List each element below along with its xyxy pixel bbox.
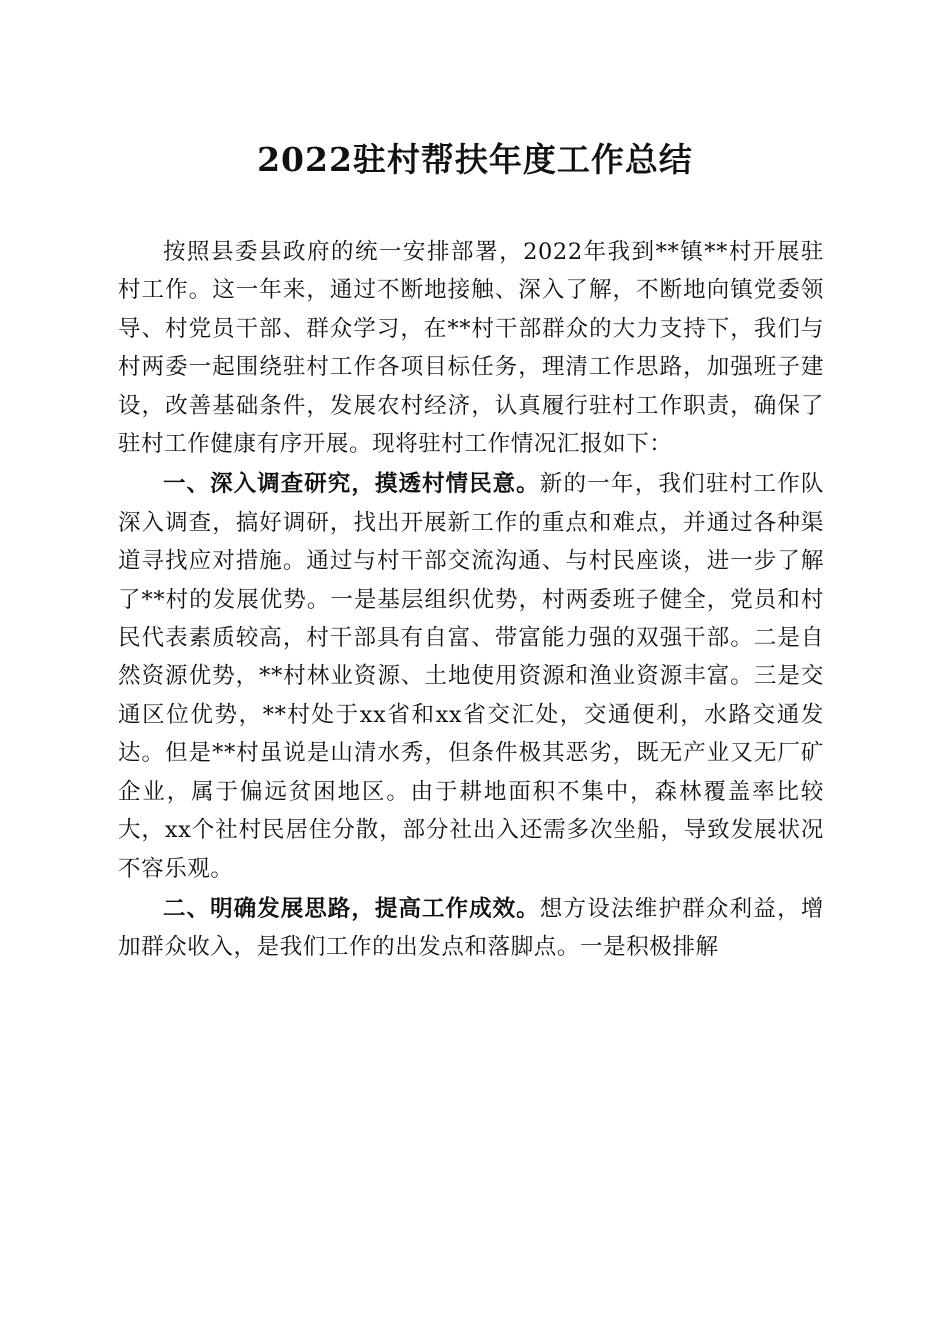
section-paragraph-1 xyxy=(118,465,824,887)
document-body xyxy=(118,233,824,967)
intro-paragraph: 按照县委县政府的统一安排部署，2022年我到**镇**村开展驻村工作。这一年来，通过不断地接触、深入了解，不断地向镇党委领导、村党员干部、群众学习，在**村干部群众的大力支持下，我们与村两委一起围绕驻村工作各项目标任务，理清工作思路，加强班子建设，改善基础条件，发展农村经济，认真履行驻村工作职责，确保了驻村工作健康有序开展。现将驻村工作情况汇报如下： xyxy=(118,239,824,458)
section-heading-1: 一、深入调查研究，摸透村情民意。 xyxy=(163,471,540,498)
document-title: 2022驻村帮扶年度工作总结 xyxy=(257,140,693,179)
section-text-2: 想方设法维护群众利益，增加群众收入，是我们工作的出发点和落脚点。一是积极排解 xyxy=(118,895,825,961)
section-heading-2: 二、明确发展思路，提高工作成效。 xyxy=(163,895,540,922)
section-text-1: 新的一年，我们驻村工作队深入调查，搞好调研，找出开展新工作的重点和难点，并通过各种渠道寻找应对措施。通过与村干部交流沟通、与村民座谈，进一步了解了**村的发展优势。一是基层组织优势，村两委班子健全，党员和村民代表素质较高，村干部具有自富、带富能力强的双强干部。二是自然资源优势，**村林业资源、土地使用资源和渔业资源丰富。三是交通区位优势，**村处于xx省和xx省交汇处，交通便利，水路交通发达。但是**村虽说是山清水秀，但条件极其恶劣，既无产业又无厂矿企业，属于偏远贫困地区。由于耕地面积不集中，森林覆盖率比较大，xx个社村民居住分散，部分社出入还需多次坐船，导致发展状况不容乐观。 xyxy=(118,471,825,882)
section-paragraph-2 xyxy=(118,890,824,967)
